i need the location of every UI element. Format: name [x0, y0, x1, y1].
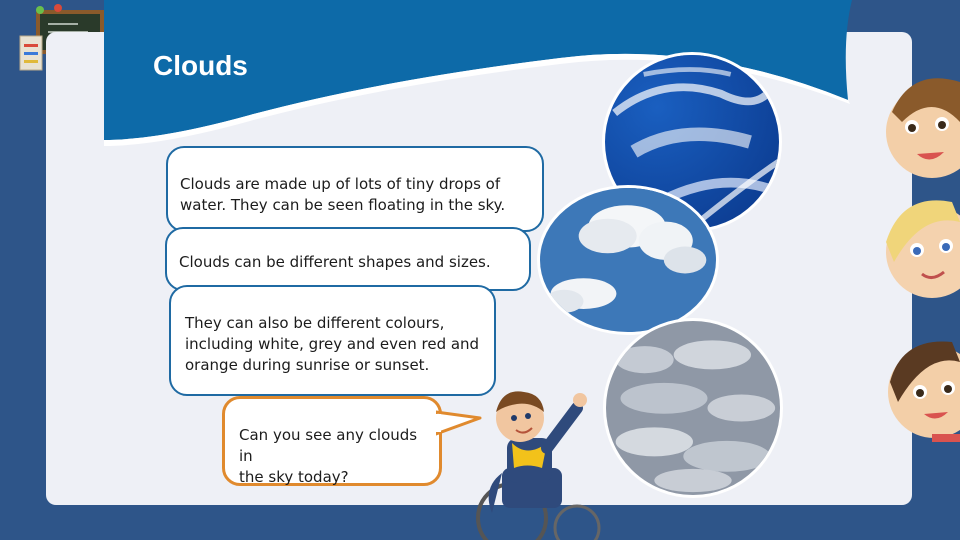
- fact-3-line-3: orange during sunrise or sunset.: [185, 356, 430, 374]
- header-banner: [0, 0, 960, 160]
- fact-3-line-1: They can also be different colours,: [185, 314, 445, 332]
- fact-bubble-2: [165, 227, 531, 291]
- fact-bubble-1: [166, 146, 544, 232]
- fact-2-line-1: Clouds can be different shapes and sizes.: [179, 253, 491, 271]
- grey-clouds-photo: [603, 318, 783, 498]
- question-line-2: the sky today?: [239, 468, 349, 486]
- fact-1-line-1: Clouds are made up of lots of tiny drops of: [180, 175, 501, 193]
- children-faces-illustration: [872, 62, 960, 442]
- slide-title: Clouds: [153, 50, 248, 81]
- question-line-1: Can you see any clouds in: [239, 426, 418, 465]
- question-bubble: [222, 396, 442, 486]
- cumulus-clouds-photo: [537, 185, 719, 335]
- fact-bubble-3: [169, 285, 496, 396]
- boy-in-wheelchair-illustration: [462, 378, 622, 540]
- fact-3-line-2: including white, grey and even red and: [185, 335, 480, 353]
- fact-1-line-2: water. They can be seen floating in the sky.: [180, 196, 506, 214]
